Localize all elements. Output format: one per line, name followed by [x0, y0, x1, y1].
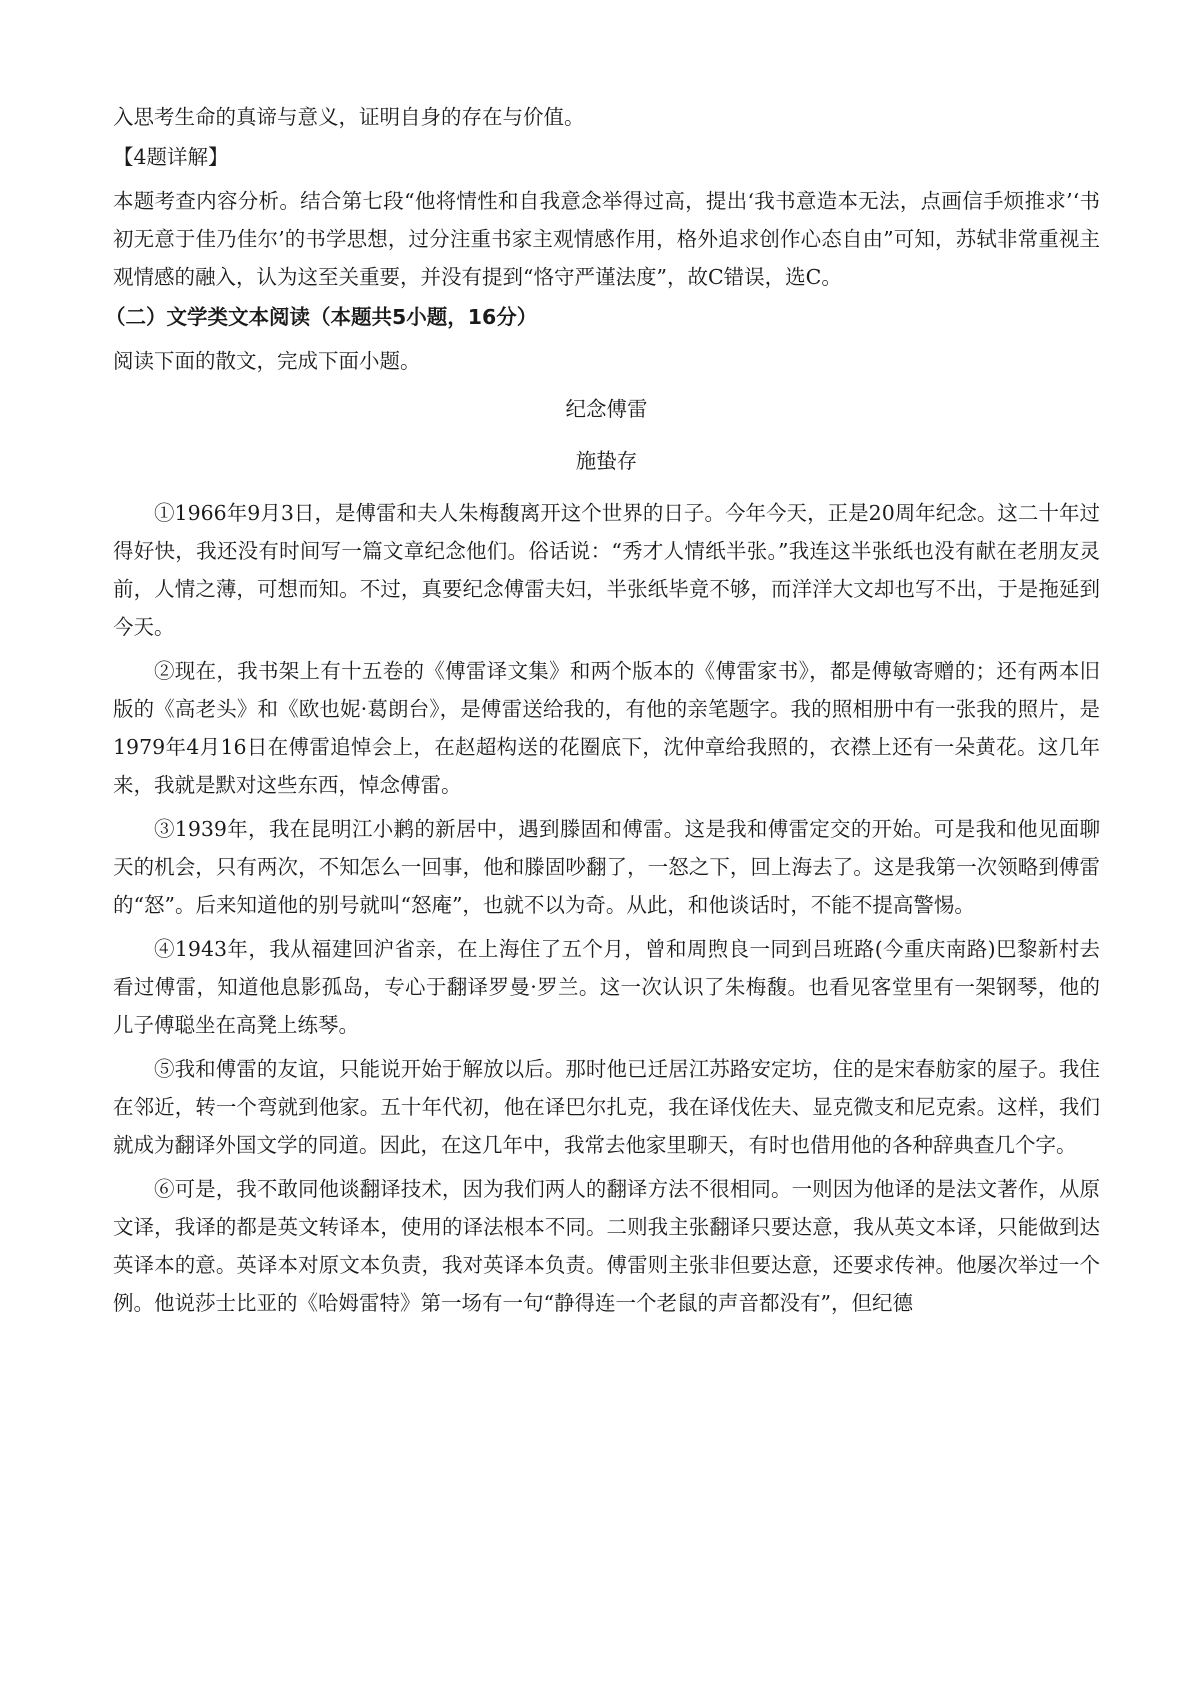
analysis-continuation: 入思考生命的真谛与意义，证明自身的存在与价值。: [113, 105, 585, 129]
section-heading: （二）文学类文本阅读（本题共5小题，16分）: [105, 305, 538, 329]
article-paragraph-4: ④1943年，我从福建回沪省亲，在上海住了五个月，曾和周煦良一同到吕班路(今重庆南路)巴黎新村去看过傅雷，知道他息影孤岛，专心于翻译罗曼·罗兰。这一次认识了朱梅馥。也看见客堂里有一架钢琴，他的儿子傅聪坐在高凳上练琴。: [113, 937, 1100, 1037]
article-paragraph-6: ⑥可是，我不敢同他谈翻译技术，因为我们两人的翻译方法不很相同。一则因为他译的是法文著作，从原文译，我译的都是英文转译本，使用的译法根本不同。二则我主张翻译只要达意，我从英文本译，只能做到达英译本的意。英译本对原文本负责，我对英译本负责。傅雷则主张非但要达意，还要求传神。他屡次举过一个例。他说莎士比亚的《哈姆雷特》第一场有一句“静得连一个老鼠的声音都没有”，但纪德: [113, 1177, 1100, 1315]
article-paragraph-1: ①1966年9月3日，是傅雷和夫人朱梅馥离开这个世界的日子。今年今天，正是20周年纪念。这二十年过得好快，我还没有时间写一篇文章纪念他们。俗话说：“秀才人情纸半张。”我连这半张纸也没有献在老朋友灵前，人情之薄，可想而知。不过，真要纪念傅雷夫妇，半张纸毕竟不够，而洋洋大文却也写不出，于是拖延到今天。: [113, 501, 1100, 639]
analysis-body: 本题考查内容分析。结合第七段“他将情性和自我意念举得过高，提出‘我书意造本无法，点画信手烦推求’‘书初无意于佳乃佳尔’的书学思想，过分注重书家主观情感作用，格外追求创作心态自由”可知，苏轼非常重视主观情感的融入，认为这至关重要，并没有提到“恪守严谨法度”，故C错误，选C。: [113, 189, 1100, 289]
analysis-heading: 【4题详解】: [113, 145, 229, 169]
article-paragraph-2: ②现在，我书架上有十五卷的《傅雷译文集》和两个版本的《傅雷家书》，都是傅敏寄赠的；还有两本旧版的《高老头》和《欧也妮·葛朗台》，是傅雷送给我的，有他的亲笔题字。我的照相册中有一张我的照片，是1979年4月16日在傅雷追悼会上，在赵超构送的花圈底下，沈仲章给我照的，衣襟上还有一朵黄花。这几年来，我就是默对这些东西，悼念傅雷。: [113, 659, 1100, 797]
article-author: 施蛰存: [575, 449, 638, 473]
article-title: 纪念傅雷: [565, 397, 648, 421]
section-instruction: 阅读下面的散文，完成下面小题。: [113, 349, 421, 373]
page-content: [105, 98, 1100, 1328]
article-paragraph-3: ③1939年，我在昆明江小鹣的新居中，遇到滕固和傅雷。这是我和傅雷定交的开始。可是我和他见面聊天的机会，只有两次，不知怎么一回事，他和滕固吵翻了，一怒之下，回上海去了。这是我第一次领略到傅雷的“怒”。后来知道他的别号就叫“怒庵”，也就不以为奇。从此，和他谈话时，不能不提高警惕。: [113, 817, 1100, 917]
article-paragraph-5: ⑤我和傅雷的友谊，只能说开始于解放以后。那时他已迁居江苏路安定坊，住的是宋春舫家的屋子。我住在邻近，转一个弯就到他家。五十年代初，他在译巴尔扎克，我在译伐佐夫、显克微支和尼克索。这样，我们就成为翻译外国文学的同道。因此，在这几年中，我常去他家里聊天，有时也借用他的各种辞典查几个字。: [113, 1057, 1100, 1157]
